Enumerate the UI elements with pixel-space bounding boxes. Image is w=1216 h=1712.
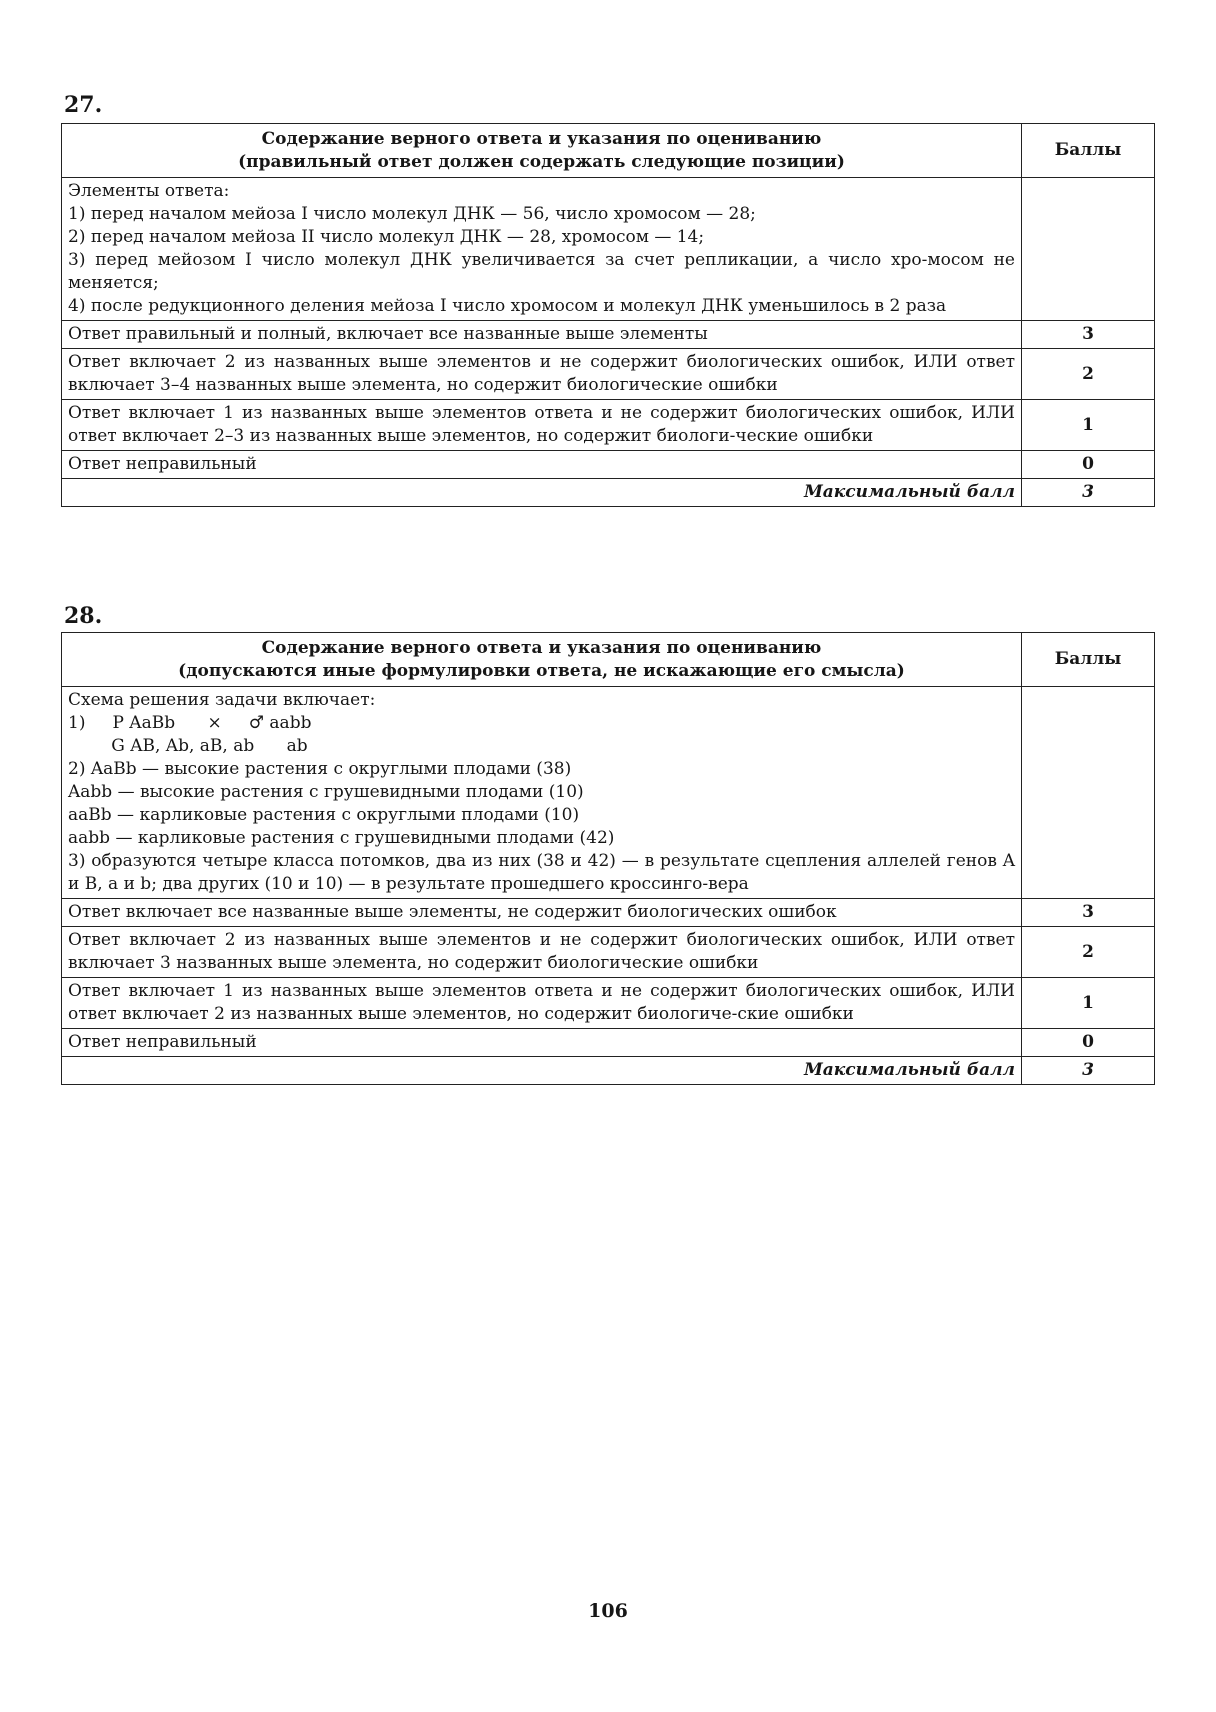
- element-line: 4) после редукционного деления мейоза I число хромосом и молекул ДНК уменьшилось в 2 раза: [68, 296, 947, 316]
- element-line: 2) перед началом мейоза II число молекул ДНК — 28, хромосом — 14;: [68, 227, 705, 247]
- task-28-score-header: Баллы: [1022, 633, 1155, 687]
- task-27-header: [62, 124, 1022, 178]
- task-28-max-value: 3: [1022, 1057, 1155, 1085]
- task-27-header-line1: Содержание верного ответа и указания по оцениванию: [261, 128, 822, 149]
- task-28-header: [62, 633, 1022, 687]
- task-27-max-label: Максимальный балл: [62, 479, 1022, 507]
- page-number: 106: [588, 1600, 628, 1622]
- element-line: 1) перед началом мейоза I число молекул ДНК — 56, число хромосом — 28;: [68, 204, 756, 224]
- task-28-header-line1: Содержание верного ответа и указания по оцениванию: [261, 637, 822, 658]
- element-line: 2) AaBb — высокие растения с округлыми плодами (38): [68, 759, 572, 779]
- task-27-criterion-score: 0: [1022, 451, 1155, 479]
- element-line: aaBb — карликовые растения с округлыми плодами (10): [68, 805, 580, 825]
- element-line: 3) перед мейозом I число молекул ДНК увеличивается за счет репликации, а число хро-мосом не меняется;: [68, 250, 1015, 293]
- task-27-number: 27.: [64, 92, 103, 118]
- element-line: Элементы ответа:: [68, 181, 230, 201]
- task-27-criterion-score: 3: [1022, 321, 1155, 349]
- task-27-header-line2: (правильный ответ должен содержать следующие позиции): [238, 151, 845, 172]
- task-28-elements: [62, 687, 1022, 899]
- task-27-criterion: Ответ включает 2 из названных выше элементов и не содержит биологических ошибок, ИЛИ ответ включает 3–4 названных выше элемента, но содержит биологические ошибки: [62, 349, 1022, 400]
- task-28-criterion: Ответ включает все названные выше элементы, не содержит биологических ошибок: [62, 899, 1022, 927]
- task-27-criterion-score: 1: [1022, 400, 1155, 451]
- task-28-criterion: Ответ включает 1 из названных выше элементов ответа и не содержит биологических ошибок, ИЛИ ответ включает 2 из названных выше элементов, но содержит биологиче-ские ошибки: [62, 978, 1022, 1029]
- element-line: aabb — карликовые растения с грушевидными плодами (42): [68, 828, 615, 848]
- task-28-criterion: Ответ включает 2 из названных выше элементов и не содержит биологических ошибок, ИЛИ ответ включает 3 названных выше элемента, но содержит биологические ошибки: [62, 927, 1022, 978]
- task-27-elements-score-empty: [1022, 178, 1155, 321]
- task-28-header-line2: (допускаются иные формулировки ответа, не искажающие его смысла): [178, 660, 905, 681]
- task-28-criterion-score: 2: [1022, 927, 1155, 978]
- task-28-criterion: Ответ неправильный: [62, 1029, 1022, 1057]
- task-28-criterion-score: 1: [1022, 978, 1155, 1029]
- cross-scheme-parents: 1) P AaBb × ♂ aabb: [68, 713, 312, 733]
- element-line: Схема решения задачи включает:: [68, 690, 376, 710]
- task-28-elements-score-empty: [1022, 687, 1155, 899]
- task-27-score-header: Баллы: [1022, 124, 1155, 178]
- task-27-elements: [62, 178, 1022, 321]
- task-28-criterion-score: 0: [1022, 1029, 1155, 1057]
- element-line: 3) образуются четыре класса потомков, два из них (38 и 42) — в результате сцепления аллелей генов A и B, a и b; два других (10 и 10) — в результате прошедшего кроссинго-вера: [68, 851, 1015, 894]
- task-27-criterion: Ответ включает 1 из названных выше элементов ответа и не содержит биологических ошибок, ИЛИ ответ включает 2–3 из названных выше элементов, но содержит биологи-ческие ошибки: [62, 400, 1022, 451]
- cross-scheme-gametes: G AB, Ab, aB, ab ab: [68, 736, 308, 756]
- task-28-max-label: Максимальный балл: [62, 1057, 1022, 1085]
- task-27-criterion: Ответ неправильный: [62, 451, 1022, 479]
- task-27-max-value: 3: [1022, 479, 1155, 507]
- element-line: Aabb — высокие растения с грушевидными плодами (10): [68, 782, 584, 802]
- task-28-number: 28.: [64, 603, 103, 629]
- task-28-criterion-score: 3: [1022, 899, 1155, 927]
- task-27-criterion: Ответ правильный и полный, включает все названные выше элементы: [62, 321, 1022, 349]
- task-28-table: [61, 632, 1155, 1085]
- task-27-criterion-score: 2: [1022, 349, 1155, 400]
- task-27-table: [61, 123, 1155, 507]
